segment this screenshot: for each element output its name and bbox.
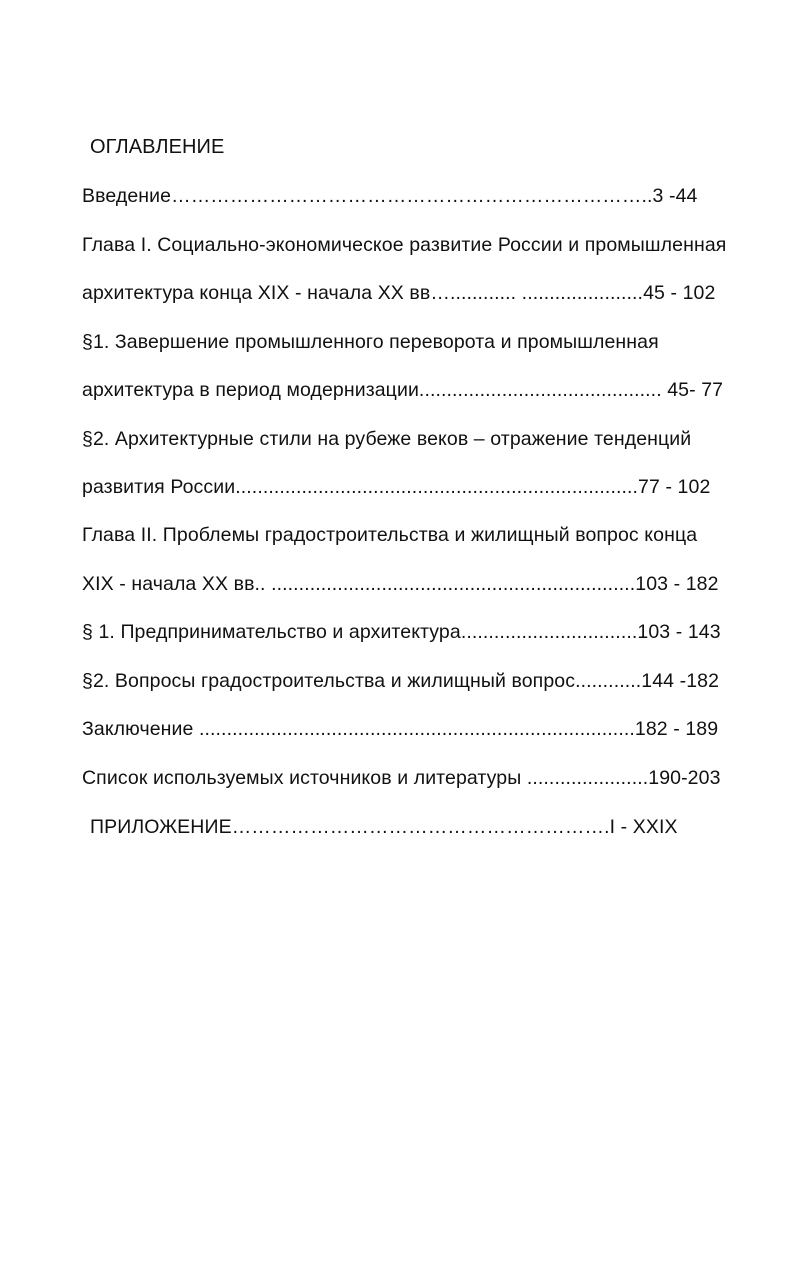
toc-entry-section-2-1: § 1. Предпринимательство и архитектура................................103 - 143 [82,621,721,643]
toc-entry-chapter-1-line-1: Глава I. Социально-экономическое развитие России и промышленная [82,234,727,256]
toc-entry-section-1-1-line-2: архитектура в период модернизации............................................ 45- 77 [82,379,724,401]
toc-entry-section-1-2-line-1: §2. Архитектурные стили на рубеже веков – отражение тенденций [82,428,692,450]
toc-entry-conclusion: Заключение ...............................................................................182 - 189 [82,718,719,740]
toc-entry-chapter-2-line-2: XIX - начала XX вв.. ..................................................................103 - 182 [82,573,719,595]
toc-entry-chapter-2-line-1: Глава II. Проблемы градостроительства и жилищный вопрос конца [82,524,698,546]
toc-title: ОГЛАВЛЕНИЕ [90,136,225,158]
toc-entry-section-1-1-line-1: §1. Завершение промышленного переворота и промышленная [82,331,659,353]
toc-entry-bibliography: Список используемых источников и литературы ......................190-203 [82,767,721,789]
toc-entry-chapter-1-line-2: архитектура конца XIX - начала XX вв…............ ......................45 - 102 [82,282,716,304]
toc-entry-introduction: Введение………………………………………………………………..3 -44 [82,185,698,207]
toc-entry-appendix: ПРИЛОЖЕНИЕ………………………………………………….I - XXIX [90,816,678,838]
toc-entry-section-2-2: §2. Вопросы градостроительства и жилищный вопрос............144 -182 [82,670,720,692]
toc-entry-section-1-2-line-2: развития России.........................................................................77 - 102 [82,476,711,498]
